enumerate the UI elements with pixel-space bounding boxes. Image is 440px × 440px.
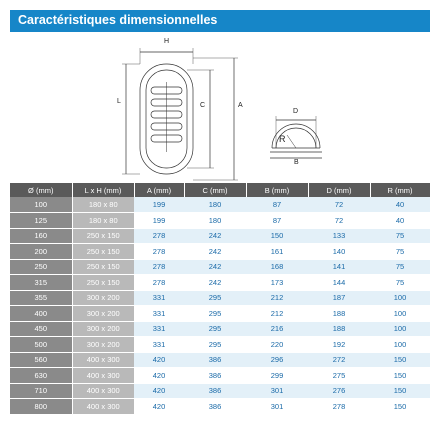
- table-cell: 200: [10, 244, 72, 260]
- table-cell: 192: [308, 337, 370, 353]
- table-cell: 250 x 150: [72, 228, 134, 244]
- table-cell: 276: [308, 383, 370, 399]
- table-cell: 420: [134, 383, 184, 399]
- table-cell: 220: [246, 337, 308, 353]
- dimensions-table: [10, 183, 431, 415]
- table-cell: 40: [370, 213, 430, 229]
- table-row: [10, 228, 430, 244]
- table-cell: 150: [370, 399, 430, 415]
- table-cell: 40: [370, 197, 430, 213]
- table-cell: 278: [134, 259, 184, 275]
- column-header: Ø (mm): [10, 183, 72, 197]
- table-cell: 180: [184, 213, 246, 229]
- table-cell: 125: [10, 213, 72, 229]
- table-cell: 141: [308, 259, 370, 275]
- table-cell: 400 x 300: [72, 368, 134, 384]
- table-cell: 150: [370, 352, 430, 368]
- table-row: [10, 337, 430, 353]
- column-header: R (mm): [370, 183, 430, 197]
- table-cell: 242: [184, 275, 246, 291]
- table-cell: 278: [134, 244, 184, 260]
- table-cell: 331: [134, 306, 184, 322]
- table-cell: 295: [184, 337, 246, 353]
- table-cell: 100: [370, 321, 430, 337]
- table-cell: 250 x 150: [72, 259, 134, 275]
- table-cell: 272: [308, 352, 370, 368]
- table-cell: 87: [246, 197, 308, 213]
- table-cell: 75: [370, 244, 430, 260]
- technical-drawing: [0, 32, 440, 182]
- table-row: [10, 368, 430, 384]
- table-cell: 275: [308, 368, 370, 384]
- table-cell: 242: [184, 244, 246, 260]
- dim-label-b: B: [294, 159, 299, 166]
- table-cell: 188: [308, 306, 370, 322]
- table-cell: 188: [308, 321, 370, 337]
- table-cell: 168: [246, 259, 308, 275]
- table-cell: 250 x 150: [72, 275, 134, 291]
- dimension-drawing: [0, 32, 440, 182]
- table-cell: 212: [246, 290, 308, 306]
- table-cell: 250 x 150: [72, 244, 134, 260]
- table-cell: 278: [134, 228, 184, 244]
- table-cell: 75: [370, 228, 430, 244]
- table-cell: 400 x 300: [72, 399, 134, 415]
- table-cell: 100: [370, 337, 430, 353]
- table-cell: 295: [184, 321, 246, 337]
- table-row: [10, 244, 430, 260]
- table-cell: 560: [10, 352, 72, 368]
- table-cell: 420: [134, 352, 184, 368]
- table-row: [10, 306, 430, 322]
- table-cell: 299: [246, 368, 308, 384]
- table-cell: 144: [308, 275, 370, 291]
- table-cell: 331: [134, 337, 184, 353]
- table-header-row: [10, 183, 430, 197]
- table-cell: 199: [134, 197, 184, 213]
- table-cell: 72: [308, 197, 370, 213]
- table-cell: 450: [10, 321, 72, 337]
- table-cell: 386: [184, 352, 246, 368]
- table-cell: 315: [10, 275, 72, 291]
- table-cell: 75: [370, 275, 430, 291]
- table-cell: 242: [184, 228, 246, 244]
- dim-label-l: L: [117, 98, 121, 105]
- table-cell: 301: [246, 399, 308, 415]
- column-header: D (mm): [308, 183, 370, 197]
- table-cell: 150: [370, 383, 430, 399]
- table-cell: 300 x 200: [72, 321, 134, 337]
- table-cell: 161: [246, 244, 308, 260]
- table-cell: 100: [10, 197, 72, 213]
- section-header: [10, 10, 430, 32]
- table-cell: 72: [308, 213, 370, 229]
- table-cell: 300 x 200: [72, 306, 134, 322]
- dim-label-h: H: [164, 38, 170, 45]
- table-cell: 150: [370, 368, 430, 384]
- table-row: [10, 259, 430, 275]
- table-cell: 400 x 300: [72, 352, 134, 368]
- table-cell: 301: [246, 383, 308, 399]
- table-cell: 386: [184, 368, 246, 384]
- table-cell: 800: [10, 399, 72, 415]
- table-row: [10, 275, 430, 291]
- table-row: [10, 399, 430, 415]
- table-cell: 250: [10, 259, 72, 275]
- table-cell: 300 x 200: [72, 337, 134, 353]
- table-cell: 180 x 80: [72, 213, 134, 229]
- table-cell: 216: [246, 321, 308, 337]
- table-cell: 710: [10, 383, 72, 399]
- table-cell: 400: [10, 306, 72, 322]
- table-cell: 242: [184, 259, 246, 275]
- table-cell: 630: [10, 368, 72, 384]
- table-cell: 87: [246, 213, 308, 229]
- column-header: A (mm): [134, 183, 184, 197]
- table-cell: 295: [184, 290, 246, 306]
- table-cell: 212: [246, 306, 308, 322]
- table-cell: 100: [370, 290, 430, 306]
- table-cell: 173: [246, 275, 308, 291]
- table-cell: 150: [246, 228, 308, 244]
- column-header: L x H (mm): [72, 183, 134, 197]
- table-row: [10, 213, 430, 229]
- table-cell: 300 x 200: [72, 290, 134, 306]
- table-cell: 160: [10, 228, 72, 244]
- table-cell: 75: [370, 259, 430, 275]
- table-row: [10, 290, 430, 306]
- column-header: B (mm): [246, 183, 308, 197]
- table-row: [10, 352, 430, 368]
- table-cell: 386: [184, 383, 246, 399]
- table-cell: 295: [184, 306, 246, 322]
- dim-label-a: A: [238, 102, 243, 109]
- table-cell: 355: [10, 290, 72, 306]
- column-header: C (mm): [184, 183, 246, 197]
- table-cell: 420: [134, 399, 184, 415]
- table-cell: 278: [308, 399, 370, 415]
- table-cell: 331: [134, 290, 184, 306]
- section-title: Caractéristiques dimensionnelles: [18, 13, 218, 27]
- table-row: [10, 383, 430, 399]
- table-cell: 133: [308, 228, 370, 244]
- table-cell: 400 x 300: [72, 383, 134, 399]
- table-row: [10, 321, 430, 337]
- table-cell: 331: [134, 321, 184, 337]
- table-cell: 140: [308, 244, 370, 260]
- table-cell: 386: [184, 399, 246, 415]
- table-cell: 278: [134, 275, 184, 291]
- table-cell: 180: [184, 197, 246, 213]
- dim-label-r: R: [279, 134, 286, 144]
- dim-label-c: C: [200, 102, 206, 109]
- table-cell: 500: [10, 337, 72, 353]
- table-cell: 180 x 80: [72, 197, 134, 213]
- table-row: [10, 197, 430, 213]
- table-cell: 296: [246, 352, 308, 368]
- dim-label-d: D: [293, 108, 299, 115]
- table-cell: 420: [134, 368, 184, 384]
- table-cell: 100: [370, 306, 430, 322]
- table-cell: 199: [134, 213, 184, 229]
- table-cell: 187: [308, 290, 370, 306]
